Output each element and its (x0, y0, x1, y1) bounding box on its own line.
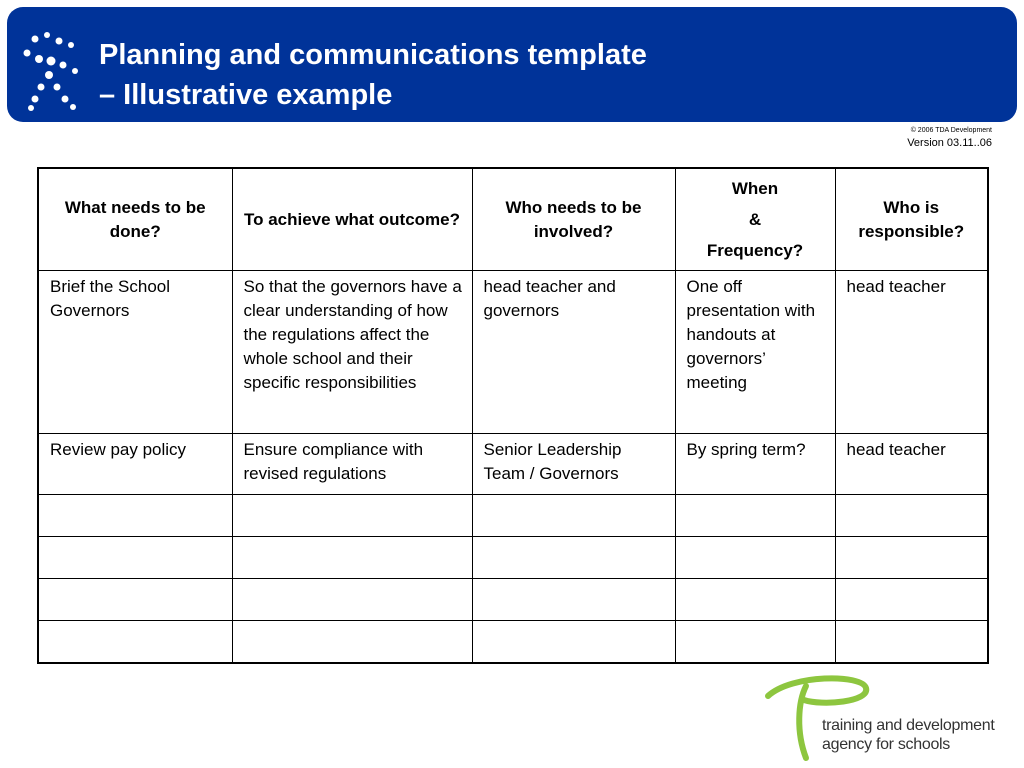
column-header-what: What needs to be done? (38, 168, 232, 271)
cell-responsible: head teacher (835, 434, 988, 495)
cell-outcome: Ensure compliance with revised regulations (232, 434, 472, 495)
brand-line-2: agency for schools (822, 736, 951, 753)
page-title (99, 35, 647, 115)
column-header-when-line-1: When (731, 179, 779, 198)
cell-responsible: head teacher (835, 271, 988, 434)
cell-who-involved: Senior Leadership Team / Governors (472, 434, 675, 495)
column-header-when-line-2: & (748, 210, 762, 229)
table-row-empty (38, 495, 988, 537)
empty-cell (38, 495, 232, 537)
empty-cell (675, 579, 835, 621)
table-row-empty (38, 537, 988, 579)
table-row (38, 271, 988, 434)
empty-cell (232, 621, 472, 664)
column-header-who-involved: Who needs to be involved? (472, 168, 675, 271)
empty-cell (232, 495, 472, 537)
empty-cell (835, 495, 988, 537)
brand-wordmark (822, 716, 994, 754)
cell-what: Brief the School Governors (38, 271, 232, 434)
empty-cell (835, 621, 988, 664)
column-header-outcome: To achieve what outcome? (232, 168, 472, 271)
table-row-empty (38, 621, 988, 664)
tda-star-figure-icon (21, 31, 83, 111)
brand-line-1: training and development (822, 717, 995, 734)
empty-cell (232, 579, 472, 621)
empty-cell (38, 621, 232, 664)
version-label: Version 03.11..06 (907, 137, 992, 149)
table-row-empty (38, 579, 988, 621)
empty-cell (472, 579, 675, 621)
cell-outcome: So that the governors have a clear understanding of how the regulations affect the whole school and their specific responsibilities (232, 271, 472, 434)
empty-cell (675, 621, 835, 664)
tda-brand-logo (762, 672, 1007, 764)
cell-when: By spring term? (675, 434, 835, 495)
empty-cell (675, 495, 835, 537)
copyright-note: © 2006 TDA Development (910, 127, 992, 134)
planning-table (37, 167, 989, 664)
cell-who-involved: head teacher and governors (472, 271, 675, 434)
empty-cell (38, 579, 232, 621)
empty-cell (835, 537, 988, 579)
empty-cell (675, 537, 835, 579)
empty-cell (232, 537, 472, 579)
table-row (38, 434, 988, 495)
column-header-when (675, 168, 835, 271)
empty-cell (472, 537, 675, 579)
cell-when: One off presentation with handouts at governors’ meeting (675, 271, 835, 434)
empty-cell (472, 495, 675, 537)
column-header-responsible: Who is responsible? (835, 168, 988, 271)
column-header-when-line-3: Frequency? (706, 241, 804, 260)
header-banner (7, 7, 1017, 122)
cell-what: Review pay policy (38, 434, 232, 495)
empty-cell (472, 621, 675, 664)
title-line-2: – Illustrative example (99, 79, 393, 111)
empty-cell (38, 537, 232, 579)
title-line-1: Planning and communications template (99, 39, 647, 71)
table-header-row (38, 168, 988, 271)
empty-cell (835, 579, 988, 621)
